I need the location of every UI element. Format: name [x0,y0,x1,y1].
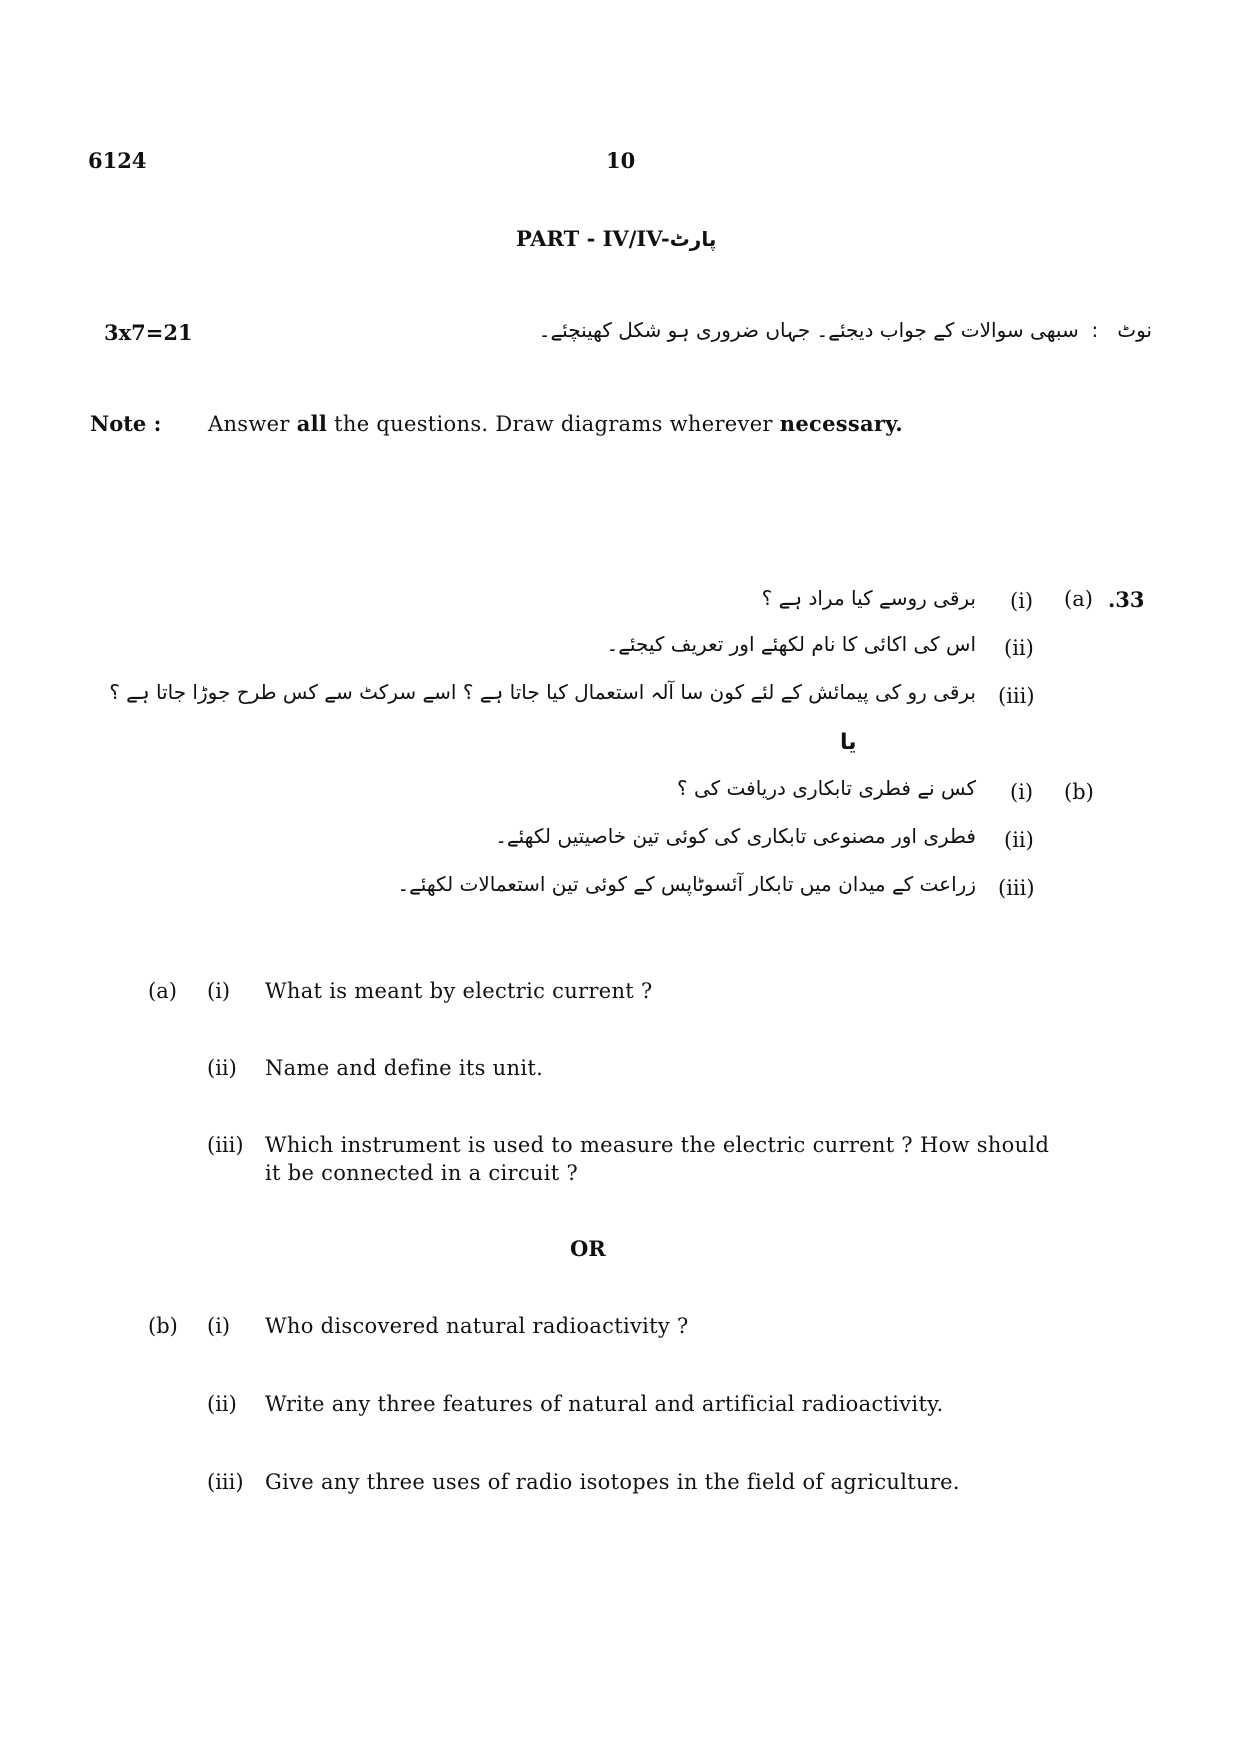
english-a-iii-label: (iii) [207,1133,244,1157]
english-b-i-label: (i) [207,1314,231,1338]
urdu-or: یا [840,730,857,755]
urdu-a-iii-label: (iii) [998,684,1035,708]
urdu-a-iii-text: برقی رو کی پیمائش کے لئے کون سا آلہ استعمال کیا جاتا ہے ؟ اسے سرکٹ سے کس طرح جوڑا جاتا ہے ؟ [109,680,976,704]
note-urdu-label: نوٹ [1117,318,1152,342]
urdu-b-i-text: کس نے فطری تابکاری دریافت کی ؟ [676,776,976,800]
english-a-iii-text-line2: it be connected in a circuit ? [265,1161,579,1185]
urdu-b-ii-label: (ii) [1004,828,1034,852]
urdu-a-ii-label: (ii) [1004,636,1034,660]
question-number: .33 [1108,587,1145,612]
english-b-ii-label: (ii) [207,1392,237,1416]
note-urdu [539,318,1152,342]
urdu-a-ii-text: اس کی اکائی کا نام لکھئے اور تعریف کیجئے۔ [606,632,976,656]
english-a-i-text: What is meant by electric current ? [265,979,653,1003]
english-b-iii-text: Give any three uses of radio isotopes in the field of agriculture. [265,1470,960,1494]
urdu-part-b-label: (b) [1064,780,1094,804]
english-a-ii-text: Name and define its unit. [265,1056,544,1080]
english-part-b-label: (b) [148,1314,178,1338]
english-part-a-label: (a) [148,979,177,1003]
part-heading [516,226,716,251]
urdu-b-iii-label: (iii) [998,876,1035,900]
urdu-a-i-label: (i) [1010,589,1034,613]
urdu-b-i-label: (i) [1010,780,1034,804]
english-b-iii-label: (iii) [207,1470,244,1494]
english-a-i-label: (i) [207,979,231,1003]
english-b-i-text: Who discovered natural radioactivity ? [265,1314,689,1338]
note-emphasis-necessary: necessary. [779,411,903,436]
marks: 3x7=21 [104,320,193,345]
note-urdu-colon: : [1091,318,1099,342]
note-text-part: Answer [208,412,290,436]
urdu-a-i-text: برقی روسے کیا مراد ہے ؟ [761,586,976,610]
urdu-b-iii-text: زراعت کے میدان میں تابکار آئسوٹاپس کے کوئی تین استعمالات لکھئے۔ [397,872,976,896]
note-text-part: the questions. Draw diagrams wherever [334,412,773,436]
note-text [208,411,903,436]
part-heading-ur: پارٹ [669,227,717,251]
paper-code: 6124 [88,148,147,173]
urdu-part-a-label: (a) [1064,587,1093,611]
english-b-ii-text: Write any three features of natural and artificial radioactivity. [265,1392,944,1416]
part-heading-en: PART - IV/IV- [516,226,670,251]
english-or: OR [570,1236,606,1261]
note-emphasis-all: all [296,411,328,436]
note-label: Note : [90,411,162,436]
english-a-iii-text-line1: Which instrument is used to measure the electric current ? How should [265,1133,1050,1157]
note-urdu-text: سبھی سوالات کے جواب دیجئے۔ جہاں ضروری ہو شکل کھینچئے۔ [538,318,1079,342]
english-a-ii-label: (ii) [207,1056,237,1080]
urdu-b-ii-text: فطری اور مصنوعی تابکاری کی کوئی تین خاصیتیں لکھئے۔ [495,824,976,848]
page-number: 10 [606,148,636,173]
